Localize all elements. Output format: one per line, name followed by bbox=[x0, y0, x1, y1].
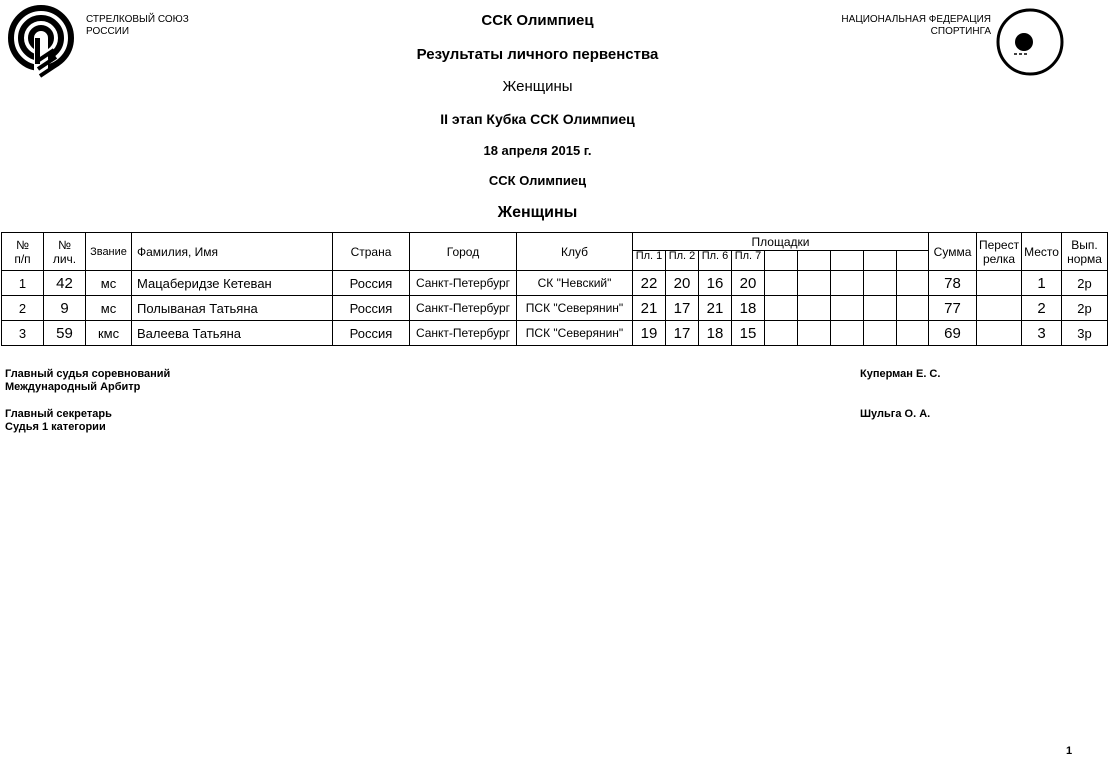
cell-score: 17 bbox=[666, 296, 699, 321]
cell-club: ПСК "Северянин" bbox=[517, 296, 633, 321]
cell-score bbox=[831, 321, 864, 346]
cell-rank: кмс bbox=[86, 321, 132, 346]
left-org-line: СТРЕЛКОВЫЙ СОЮЗ bbox=[86, 14, 189, 25]
header-bib-line: лич. bbox=[52, 251, 77, 266]
event-venue: ССК Олимпиец bbox=[488, 173, 587, 188]
header-norm-line: норма bbox=[1067, 251, 1102, 266]
cell-shootoff bbox=[977, 321, 1022, 346]
cell-score bbox=[897, 321, 929, 346]
chief-judge-title-block bbox=[5, 368, 170, 394]
cell-num: 3 bbox=[2, 321, 44, 346]
club-title: ССК Олимпиец bbox=[481, 12, 594, 29]
header-ranges: Площадки bbox=[633, 233, 929, 251]
header-bib-line: № bbox=[58, 237, 71, 252]
event-date: 18 апреля 2015 г. bbox=[483, 143, 592, 158]
cell-score bbox=[798, 271, 831, 296]
cell-rank: мс bbox=[86, 296, 132, 321]
cell-sum: 78 bbox=[929, 271, 977, 296]
cell-score bbox=[798, 321, 831, 346]
cell-score: 21 bbox=[699, 296, 732, 321]
cell-bib: 42 bbox=[44, 271, 86, 296]
cell-place: 2 bbox=[1022, 296, 1062, 321]
cell-club: СК "Невский" bbox=[517, 271, 633, 296]
cell-bib: 9 bbox=[44, 296, 86, 321]
cell-score: 20 bbox=[666, 271, 699, 296]
cell-score: 20 bbox=[732, 271, 765, 296]
cell-name: Валеева Татьяна bbox=[132, 321, 333, 346]
event-title: II этап Кубка ССК Олимпиец bbox=[440, 111, 635, 127]
cell-sum: 69 bbox=[929, 321, 977, 346]
cell-score: 19 bbox=[633, 321, 666, 346]
header-club: Клуб bbox=[517, 233, 633, 271]
header-place: Место bbox=[1022, 233, 1062, 271]
cell-score: 22 bbox=[633, 271, 666, 296]
cell-sum: 77 bbox=[929, 296, 977, 321]
header-num bbox=[2, 233, 44, 271]
cell-score: 18 bbox=[732, 296, 765, 321]
chief-secretary-title: Главный секретарь bbox=[5, 408, 112, 420]
header-bib bbox=[44, 233, 86, 271]
cell-score: 15 bbox=[732, 321, 765, 346]
table-row bbox=[2, 321, 1108, 346]
chief-judge-name: Куперман Е. С. bbox=[860, 368, 941, 380]
chief-judge-title: Главный судья соревнований bbox=[5, 368, 171, 380]
header-range-col: Пл. 2 bbox=[666, 251, 699, 271]
cell-score bbox=[765, 296, 798, 321]
cell-norm: 2р bbox=[1062, 271, 1108, 296]
header-norm-line: Вып. bbox=[1071, 237, 1098, 252]
cell-score bbox=[798, 296, 831, 321]
chief-secretary-title-block bbox=[5, 408, 112, 434]
cell-city: Санкт-Петербург bbox=[410, 271, 517, 296]
cell-name: Полываная Татьяна bbox=[132, 296, 333, 321]
table-row bbox=[2, 271, 1108, 296]
cell-bib: 59 bbox=[44, 321, 86, 346]
header-range-col: Пл. 7 bbox=[732, 251, 765, 271]
right-org-line: НАЦИОНАЛЬНАЯ ФЕДЕРАЦИЯ bbox=[841, 14, 991, 25]
cell-city: Санкт-Петербург bbox=[410, 321, 517, 346]
cell-city: Санкт-Петербург bbox=[410, 296, 517, 321]
cell-norm: 3р bbox=[1062, 321, 1108, 346]
header-num-line: № bbox=[16, 237, 29, 252]
header-shootoff bbox=[977, 233, 1022, 271]
header-sum: Сумма bbox=[929, 233, 977, 271]
header-shootoff-line: релка bbox=[982, 251, 1016, 266]
cell-shootoff bbox=[977, 271, 1022, 296]
cell-place: 1 bbox=[1022, 271, 1062, 296]
category-title: Женщины bbox=[502, 78, 573, 95]
cell-score: 21 bbox=[633, 296, 666, 321]
table-row bbox=[2, 296, 1108, 321]
cell-score bbox=[897, 296, 929, 321]
right-org-line: СПОРТИНГА bbox=[930, 26, 991, 37]
cell-num: 2 bbox=[2, 296, 44, 321]
header-city: Город bbox=[410, 233, 517, 271]
cell-score bbox=[864, 321, 897, 346]
cell-country: Россия bbox=[333, 271, 410, 296]
header-num-line: п/п bbox=[14, 251, 31, 266]
document-title: Результаты личного первенства bbox=[416, 46, 659, 63]
cell-score bbox=[864, 296, 897, 321]
cell-country: Россия bbox=[333, 296, 410, 321]
results-table bbox=[1, 232, 1108, 346]
header-range-col bbox=[864, 251, 897, 271]
header-range-col: Пл. 1 bbox=[633, 251, 666, 271]
cell-num: 1 bbox=[2, 271, 44, 296]
page-number: 1 bbox=[1066, 745, 1073, 757]
header-range-col bbox=[798, 251, 831, 271]
header-shootoff-line: Перест bbox=[978, 237, 1020, 252]
left-org-line: РОССИИ bbox=[86, 26, 130, 37]
header-range-col bbox=[765, 251, 798, 271]
cell-score bbox=[831, 296, 864, 321]
cell-score bbox=[897, 271, 929, 296]
cell-score bbox=[765, 321, 798, 346]
cell-score bbox=[765, 271, 798, 296]
cell-score: 16 bbox=[699, 271, 732, 296]
header-country: Страна bbox=[333, 233, 410, 271]
cell-club: ПСК "Северянин" bbox=[517, 321, 633, 346]
chief-secretary-name: Шульга О. А. bbox=[860, 408, 931, 420]
cell-country: Россия bbox=[333, 321, 410, 346]
cell-score: 17 bbox=[666, 321, 699, 346]
cell-norm: 2р bbox=[1062, 296, 1108, 321]
cell-score bbox=[831, 271, 864, 296]
header-norm bbox=[1062, 233, 1108, 271]
cell-shootoff bbox=[977, 296, 1022, 321]
group-title: Женщины bbox=[497, 204, 578, 221]
header-name: Фамилия, Имя bbox=[132, 233, 333, 271]
header-range-col: Пл. 6 bbox=[699, 251, 732, 271]
header-range-col bbox=[831, 251, 864, 271]
header-rank: Звание bbox=[86, 233, 132, 271]
chief-judge-subtitle: Международный Арбитр bbox=[5, 381, 141, 393]
cell-name: Мацаберидзе Кетеван bbox=[132, 271, 333, 296]
cell-score: 18 bbox=[699, 321, 732, 346]
cell-place: 3 bbox=[1022, 321, 1062, 346]
header-range-col bbox=[897, 251, 929, 271]
cell-score bbox=[864, 271, 897, 296]
chief-secretary-subtitle: Судья 1 категории bbox=[5, 421, 106, 433]
cell-rank: мс bbox=[86, 271, 132, 296]
